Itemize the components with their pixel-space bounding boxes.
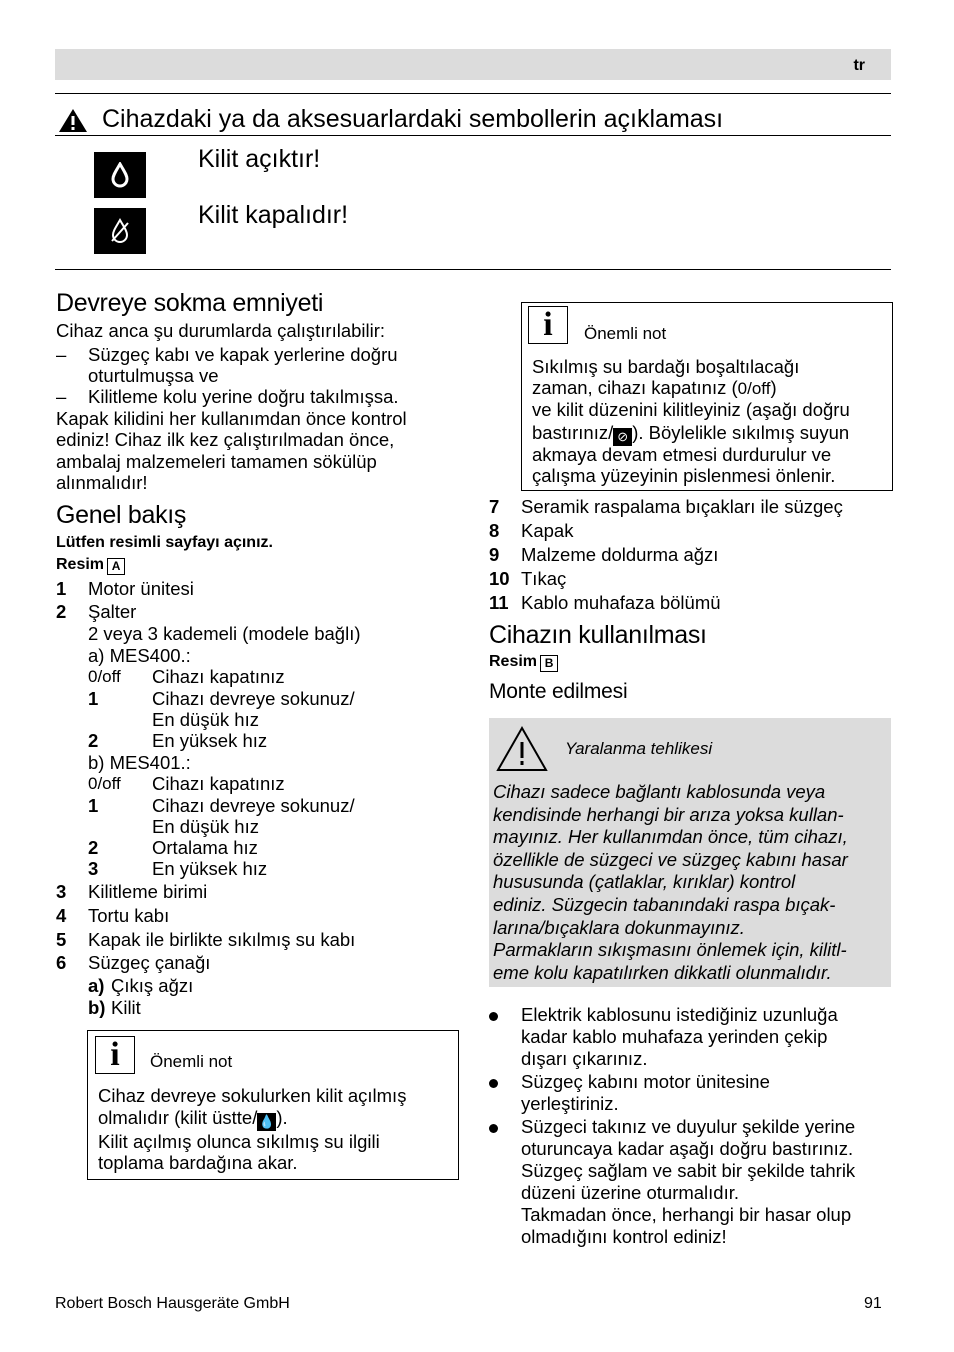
note-line-part: )	[770, 377, 777, 398]
note-line: Kilit açılmış olunca sıkılmış su ilgili	[98, 1131, 380, 1152]
usage-title: Cihazın kullanılması	[489, 621, 707, 649]
warning-line: hususunda (çatlaklar, kırıklar) kontrol	[493, 871, 796, 893]
lock-closed-icon: ⊘	[613, 428, 632, 446]
figure-reference	[56, 554, 125, 575]
note-line-part: olmalıdır (kilit üstte/	[98, 1107, 258, 1128]
overview-item-number: 0/off	[88, 774, 121, 793]
figure-letter-box: B	[540, 655, 558, 672]
overview-item-text: Şalter	[88, 601, 137, 622]
step-line: Takmadan önce, herhangi bir hasar olup	[521, 1204, 852, 1225]
overview-item-number: 7	[489, 496, 500, 517]
warning-box	[489, 718, 891, 987]
step-line: Süzgeç kabını motor ünitesine	[521, 1071, 770, 1092]
info-icon: i	[528, 306, 568, 344]
figure-letter-box: A	[107, 558, 125, 575]
footer-company: Robert Bosch Hausgeräte GmbH	[55, 1295, 290, 1312]
overview-item-number: 5	[56, 929, 67, 950]
overview-item-number: 3	[88, 858, 99, 879]
overview-item-number: 1	[88, 795, 99, 816]
symbols-title: Cihazdaki ya da aksesuarlardaki sembollerin açıklaması	[102, 105, 724, 133]
overview-item-number: 1	[56, 578, 67, 599]
note-line	[532, 422, 849, 446]
note-line: çalışma yüzeyinin pislenmesi önlenir.	[532, 465, 836, 486]
overview-item-text: b) MES401.:	[88, 752, 191, 773]
lock-open-icon: 💧	[258, 1114, 275, 1129]
overview-item-text: Çıkış ağzı	[111, 975, 194, 996]
page-number: 91	[864, 1295, 882, 1312]
warning-title: Yaralanma tehlikesi	[565, 739, 713, 758]
overview-item-text: En yüksek hız	[152, 858, 268, 879]
overview-item-text: 2 veya 3 kademeli (modele bağlı)	[88, 623, 361, 644]
safety-paragraph-line: alınmalıdır!	[56, 472, 148, 493]
overview-item-number: a)	[88, 975, 105, 996]
safety-paragraph-line: Kapak kilidini her kullanımdan önce kontrol	[56, 408, 407, 429]
overview-item-text: Cihazı devreye sokunuz/	[152, 795, 355, 816]
bullet-point	[489, 1012, 498, 1021]
lock-closed-icon	[94, 208, 146, 254]
note-line: ve kilit düzenini kilitleyiniz (aşağı doğru	[532, 399, 850, 420]
overview-item-text: Süzgeç çanağı	[88, 952, 211, 973]
step-line: kadar kablo muhafaza yerinden çekip	[521, 1026, 828, 1047]
header-bar	[55, 49, 891, 80]
overview-item-text: Kapak ile birlikte sıkılmış su kabı	[88, 929, 356, 950]
dash: –	[56, 344, 67, 365]
overview-title: Genel bakış	[56, 501, 187, 529]
overview-item-number: 4	[56, 905, 67, 926]
warning-triangle-icon	[495, 725, 549, 773]
overview-item-number: 2	[88, 730, 99, 751]
note-line-part: zaman, cihazı kapatınız (	[532, 377, 738, 398]
figure-label: Resim	[489, 653, 538, 670]
bullet-point	[489, 1079, 498, 1088]
step-line: Süzgeç sağlam ve sabit bir şekilde tahrik	[521, 1160, 856, 1181]
overview-item-text: Tıkaç	[521, 568, 567, 589]
overview-item-text: Kapak	[521, 520, 574, 541]
safety-item-line: oturtulmuşsa ve	[88, 365, 219, 386]
dash: –	[56, 386, 67, 407]
step-line: yerleştiriniz.	[521, 1093, 619, 1114]
lock-open-label: Kilit açıktır!	[198, 145, 321, 173]
overview-item-text: Kilit	[111, 997, 141, 1018]
note-line-part: ).	[276, 1107, 288, 1128]
divider	[55, 135, 891, 136]
safety-paragraph-line: ediniz! Cihaz ilk kez çalıştırılmadan önce,	[56, 429, 395, 450]
overview-item-text: Tortu kabı	[88, 905, 170, 926]
safety-paragraph-line: ambalaj malzemeleri tamamen sökülüp	[56, 451, 377, 472]
note-line-part: bastırınız/	[532, 422, 614, 443]
divider	[55, 269, 891, 270]
figure-reference	[489, 651, 558, 672]
overview-item-text: Cihazı devreye sokunuz/	[152, 688, 355, 709]
note-line: Cihaz devreye sokulurken kilit açılmış	[98, 1085, 407, 1106]
lock-open-icon	[94, 152, 146, 198]
overview-item-text: Kablo muhafaza bölümü	[521, 592, 721, 613]
overview-item-number: 6	[56, 952, 67, 973]
safety-intro: Cihaz anca şu durumlarda çalıştırılabilir:	[56, 320, 386, 341]
warning-line: özellikle de süzgeci ve süzgeç kabını hasar	[493, 848, 848, 870]
overview-item-number: 10	[489, 568, 510, 589]
divider	[55, 93, 891, 94]
note-line: Sıkılmış su bardağı boşaltılacağı	[532, 356, 800, 377]
switch-position-label: 0/off	[737, 379, 771, 398]
warning-line: mayınız. Her kullanımdan önce, tüm cihazı,	[493, 826, 848, 848]
language-code: tr	[853, 57, 865, 74]
safety-title: Devreye sokma emniyeti	[56, 289, 324, 317]
figure-label: Resim	[56, 556, 105, 573]
overview-subtitle: Lütfen resimli sayfayı açınız.	[56, 534, 273, 551]
overview-item-text: Cihazı kapatınız	[152, 773, 285, 794]
step-line: olmadığını kontrol ediniz!	[521, 1226, 727, 1247]
step-line: düzeni üzerine oturmalıdır.	[521, 1182, 740, 1203]
bullet-point	[489, 1124, 498, 1133]
overview-item-number: 3	[56, 881, 67, 902]
warning-line: ediniz. Süzgecin tabanındaki raspa bıçak-	[493, 894, 836, 915]
info-icon: i	[95, 1036, 135, 1074]
overview-item-text: En düşük hız	[152, 709, 259, 730]
overview-item-number: 2	[56, 601, 67, 622]
step-line: dışarı çıkarınız.	[521, 1048, 648, 1069]
note-title: Önemli not	[150, 1052, 233, 1071]
step-line: oturuncaya kadar aşağı doğru bastırınız.	[521, 1138, 854, 1159]
overview-item-text: En düşük hız	[152, 816, 259, 837]
warning-line: larına/bıçaklara dokunmayınız.	[493, 916, 745, 938]
overview-item-text: Seramik raspalama bıçakları ile süzgeç	[521, 496, 843, 517]
overview-item-text: Malzeme doldurma ağzı	[521, 544, 719, 565]
important-note-box	[87, 1030, 459, 1180]
overview-item-number: 8	[489, 520, 500, 541]
overview-item-number: 2	[88, 837, 99, 858]
overview-item-text: Kilitleme birimi	[88, 881, 208, 902]
warning-line: eme kolu kapatılırken dikkatli olunmalıdır.	[493, 961, 832, 983]
overview-item-number: 1	[88, 688, 99, 709]
warning-line: Parmakların sıkışmasını önlemek için, kilitl-	[493, 939, 847, 961]
overview-item-text: Cihazı kapatınız	[152, 666, 285, 687]
warning-line: kendisinde herhangi bir arıza yoksa kullan-	[493, 803, 844, 825]
lock-closed-label: Kilit kapalıdır!	[198, 201, 349, 229]
step-line: Elektrik kablosunu istediğiniz uzunluğa	[521, 1004, 838, 1025]
note-line	[98, 1107, 288, 1131]
overview-item-number: 9	[489, 544, 500, 565]
warning-triangle-icon	[57, 107, 89, 134]
overview-item-text: a) MES400.:	[88, 645, 191, 666]
overview-item-text: En yüksek hız	[152, 730, 268, 751]
overview-item-number: 11	[489, 592, 509, 613]
step-line: Süzgeci takınız ve duyulur şekilde yerine	[521, 1116, 856, 1137]
assembly-title: Monte edilmesi	[489, 680, 628, 703]
note-line: akmaya devam etmesi durdurulur ve	[532, 444, 832, 465]
note-line	[532, 377, 777, 400]
important-note-box	[521, 302, 893, 491]
overview-item-text: Motor ünitesi	[88, 578, 194, 599]
overview-item-text: Ortalama hız	[152, 837, 258, 858]
overview-item-number: 0/off	[88, 667, 121, 686]
warning-line: Cihazı sadece bağlantı kablosunda veya	[493, 781, 826, 802]
note-title: Önemli not	[584, 324, 667, 343]
safety-item-line: Kilitleme kolu yerine doğru takılmışsa.	[88, 386, 399, 407]
note-line: toplama bardağına akar.	[98, 1152, 298, 1173]
overview-item-number: b)	[88, 997, 106, 1018]
safety-item-line: Süzgeç kabı ve kapak yerlerine doğru	[88, 344, 398, 365]
note-line-part: ). Böylelikle sıkılmış suyun	[632, 422, 850, 443]
